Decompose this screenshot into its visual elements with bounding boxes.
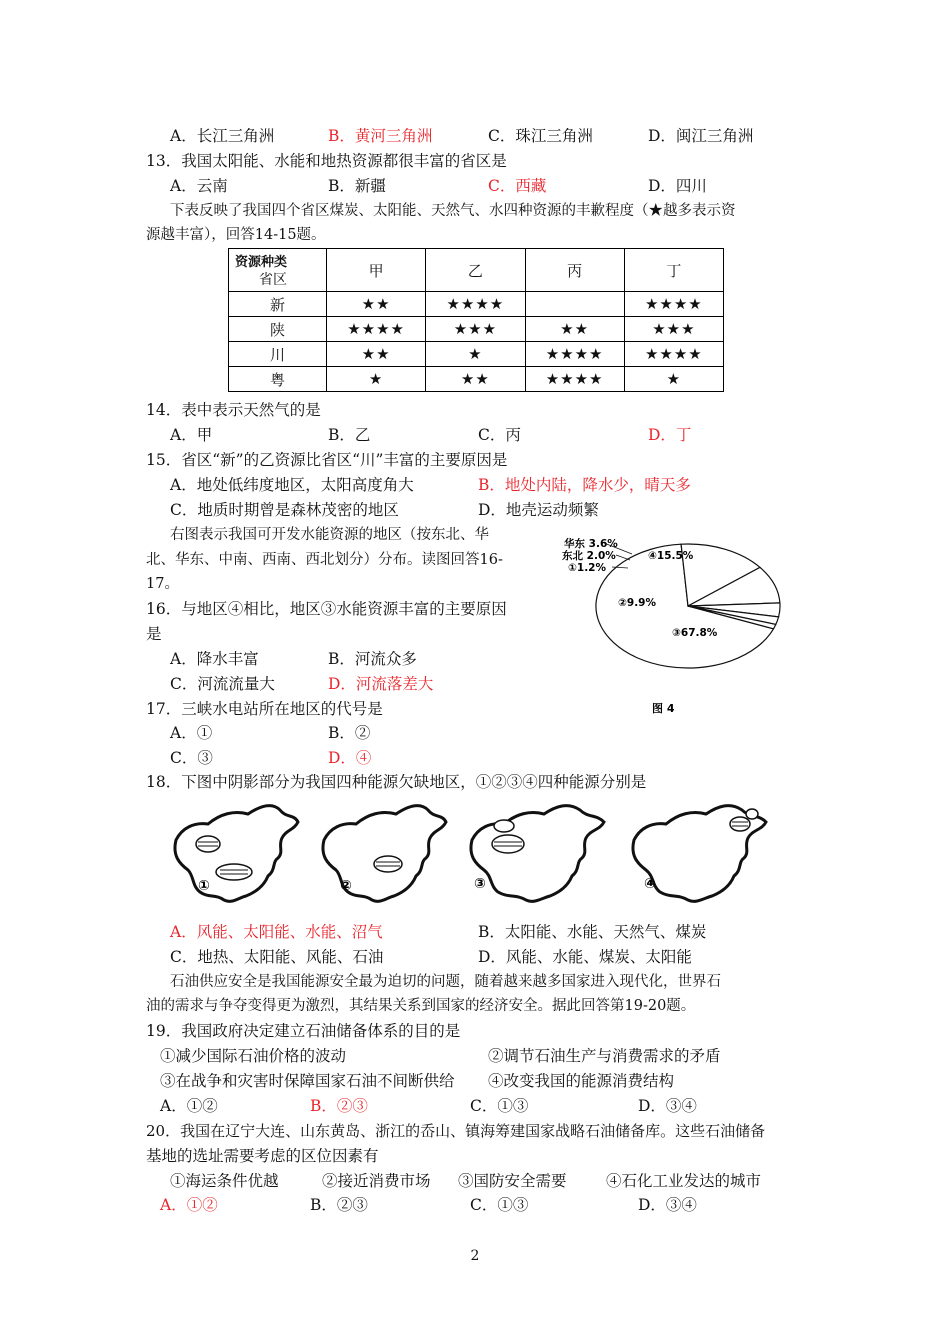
q13-option-b: B．新疆 bbox=[328, 177, 386, 195]
q16-option-b: B．河流众多 bbox=[328, 650, 417, 668]
hydropower-pie-chart bbox=[560, 530, 800, 720]
map-label-4: ④ bbox=[644, 876, 656, 892]
q15-option-c: C．地质时期曾是森林茂密的地区 bbox=[170, 501, 399, 519]
table-cell-stars: ★★★★ bbox=[525, 367, 624, 392]
q20-option-b: B．②③ bbox=[310, 1196, 368, 1214]
q20-item-1: ①海运条件优越 bbox=[170, 1172, 279, 1190]
q12-option-d: D．闽江三角洲 bbox=[648, 127, 754, 145]
q16-option-d: D．河流落差大 bbox=[328, 675, 434, 693]
intro-19-20-line2: 油的需求与争夺变得更为激烈，其结果关系到国家的经济安全。据此回答第19-20题。 bbox=[146, 998, 696, 1014]
q16-stem-line2: 是 bbox=[146, 625, 162, 643]
q17-option-c: C．③ bbox=[170, 749, 213, 767]
pie-caption: 图 4 bbox=[652, 702, 675, 715]
q13-option-c: C．西藏 bbox=[488, 177, 547, 195]
china-map-3 bbox=[464, 800, 614, 910]
q20-stem-line1: 20．我国在辽宁大连、山东黄岛、浙江的岙山、镇海筹建国家战略石油储备库。这些石油储备 bbox=[146, 1122, 766, 1140]
q16-option-a: A．降水丰富 bbox=[170, 650, 259, 668]
table-column-header: 乙 bbox=[426, 249, 525, 292]
table-cell-stars: ★★★ bbox=[624, 317, 723, 342]
pie-label-region-3: ③67.8% bbox=[672, 627, 718, 639]
q15-stem: 15．省区“新”的乙资源比省区“川”丰富的主要原因是 bbox=[146, 451, 508, 469]
q14-option-d: D．丁 bbox=[648, 426, 692, 444]
intro-16-17-line2: 北、华东、中南、西南、西北划分）分布。读图回答16- bbox=[146, 552, 503, 568]
table-row bbox=[229, 292, 724, 317]
intro-16-17-line1: 右图表示我国可开发水能资源的地区（按东北、华 bbox=[170, 527, 489, 543]
intro-14-15-line2: 源越丰富），回答14-15题。 bbox=[146, 227, 326, 243]
q17-option-b: B．② bbox=[328, 724, 371, 742]
table-cell-stars: ★★★★ bbox=[525, 342, 624, 367]
q19-stem: 19．我国政府决定建立石油储备体系的目的是 bbox=[146, 1022, 461, 1040]
table-cell-stars: ★★★★ bbox=[624, 292, 723, 317]
china-map-4 bbox=[626, 800, 776, 910]
pie-label-region-2: ②9.9% bbox=[618, 597, 657, 609]
q18-option-b: B．太阳能、水能、天然气、煤炭 bbox=[478, 923, 707, 941]
q12-option-b: B．黄河三角洲 bbox=[328, 127, 433, 145]
table-cell-stars: ★ bbox=[624, 367, 723, 392]
q16-option-c: C．河流流量大 bbox=[170, 675, 275, 693]
table-row bbox=[229, 367, 724, 392]
map-label-1: ① bbox=[198, 878, 210, 894]
q18-option-c: C．地热、太阳能、风能、石油 bbox=[170, 948, 384, 966]
q12-option-a: A．长江三角洲 bbox=[170, 127, 275, 145]
intro-16-17-line3: 17。 bbox=[146, 576, 179, 592]
q18-option-a: A．风能、太阳能、水能、沼气 bbox=[170, 923, 383, 941]
table-cell-stars: ★★★★ bbox=[624, 342, 723, 367]
q19-option-a: A．①② bbox=[160, 1097, 218, 1115]
q20-item-3: ③国防安全需要 bbox=[458, 1172, 567, 1190]
q19-item-2: ②调节石油生产与消费需求的矛盾 bbox=[488, 1047, 721, 1065]
q15-option-b: B．地处内陆，降水少，晴天多 bbox=[478, 476, 691, 494]
q15-option-a: A．地处低纬度地区，太阳高度角大 bbox=[170, 476, 414, 494]
q20-option-c: C．①③ bbox=[470, 1196, 529, 1214]
q20-item-4: ④石化工业发达的城市 bbox=[606, 1172, 762, 1190]
map-label-3: ③ bbox=[474, 876, 486, 892]
q12-option-c: C．珠江三角洲 bbox=[488, 127, 593, 145]
q14-stem: 14．表中表示天然气的是 bbox=[146, 401, 321, 419]
table-header-row bbox=[229, 249, 724, 292]
table-cell-stars bbox=[525, 292, 624, 317]
table-cell-stars: ★★ bbox=[327, 342, 426, 367]
table-cell-stars: ★★ bbox=[426, 367, 525, 392]
table-corner-cell bbox=[229, 249, 327, 292]
q19-item-1: ①减少国际石油价格的波动 bbox=[160, 1047, 347, 1065]
table-cell-stars: ★★ bbox=[327, 292, 426, 317]
q20-option-d: D．③④ bbox=[638, 1196, 697, 1214]
q19-option-b: B．②③ bbox=[310, 1097, 368, 1115]
q19-item-3: ③在战争和灾害时保障国家石油不间断供给 bbox=[160, 1072, 455, 1090]
page-number: 2 bbox=[470, 1248, 480, 1264]
pie-leader-line bbox=[616, 555, 630, 560]
china-map-2 bbox=[316, 800, 456, 910]
table-corner-bottom: 省区 bbox=[259, 272, 287, 288]
china-map-1 bbox=[168, 800, 308, 910]
q17-option-a: A．① bbox=[170, 724, 213, 742]
table-row bbox=[229, 342, 724, 367]
intro-19-20-line1: 石油供应安全是我国能源安全最为迫切的问题，随着越来越多国家进入现代化，世界石 bbox=[170, 974, 721, 990]
table-row-name: 陕 bbox=[229, 317, 327, 342]
q20-option-a: A．①② bbox=[160, 1196, 218, 1214]
table-column-header: 甲 bbox=[327, 249, 426, 292]
q13-option-a: A．云南 bbox=[170, 177, 228, 195]
q13-option-d: D．四川 bbox=[648, 177, 707, 195]
table-cell-stars: ★ bbox=[327, 367, 426, 392]
table-row-name: 粤 bbox=[229, 367, 327, 392]
resource-table bbox=[228, 248, 724, 392]
q17-stem: 17．三峡水电站所在地区的代号是 bbox=[146, 700, 383, 718]
q16-stem-line1: 16．与地区④相比，地区③水能资源丰富的主要原因 bbox=[146, 600, 507, 618]
table-row-name: 新 bbox=[229, 292, 327, 317]
pie-label-region-4: ④15.5% bbox=[648, 550, 694, 562]
q19-option-c: C．①③ bbox=[470, 1097, 529, 1115]
q19-item-4: ④改变我国的能源消费结构 bbox=[488, 1072, 675, 1090]
q20-stem-line2: 基地的选址需要考虑的区位因素有 bbox=[146, 1147, 379, 1165]
q19-option-d: D．③④ bbox=[638, 1097, 697, 1115]
table-cell-stars: ★ bbox=[426, 342, 525, 367]
pie-label-northeast: 东北 2.0% bbox=[562, 550, 616, 562]
intro-14-15-line1: 下表反映了我国四个省区煤炭、太阳能、天然气、水四种资源的丰歉程度（★越多表示资 bbox=[170, 203, 736, 219]
q14-option-a: A．甲 bbox=[170, 426, 213, 444]
q14-option-c: C．丙 bbox=[478, 426, 521, 444]
table-cell-stars: ★★ bbox=[525, 317, 624, 342]
q18-option-d: D．风能、水能、煤炭、太阳能 bbox=[478, 948, 692, 966]
q17-option-d: D．④ bbox=[328, 749, 372, 767]
pie-label-east-china: 华东 3.6% bbox=[564, 538, 618, 550]
table-column-header: 丙 bbox=[525, 249, 624, 292]
q14-option-b: B．乙 bbox=[328, 426, 371, 444]
table-column-header: 丁 bbox=[624, 249, 723, 292]
q15-option-d: D．地壳运动频繁 bbox=[478, 501, 599, 519]
table-row-name: 川 bbox=[229, 342, 327, 367]
map-label-2: ② bbox=[340, 878, 352, 894]
table-cell-stars: ★★★★ bbox=[426, 292, 525, 317]
table-cell-stars: ★★★ bbox=[426, 317, 525, 342]
pie-label-region-1: ①1.2% bbox=[568, 562, 607, 574]
table-row bbox=[229, 317, 724, 342]
q13-stem: 13．我国太阳能、水能和地热资源都很丰富的省区是 bbox=[146, 152, 507, 170]
q20-item-2: ②接近消费市场 bbox=[322, 1172, 431, 1190]
table-corner-top: 资源种类 bbox=[235, 255, 288, 270]
q18-stem: 18．下图中阴影部分为我国四种能源欠缺地区，①②③④四种能源分别是 bbox=[146, 773, 647, 791]
table-cell-stars: ★★★★ bbox=[327, 317, 426, 342]
